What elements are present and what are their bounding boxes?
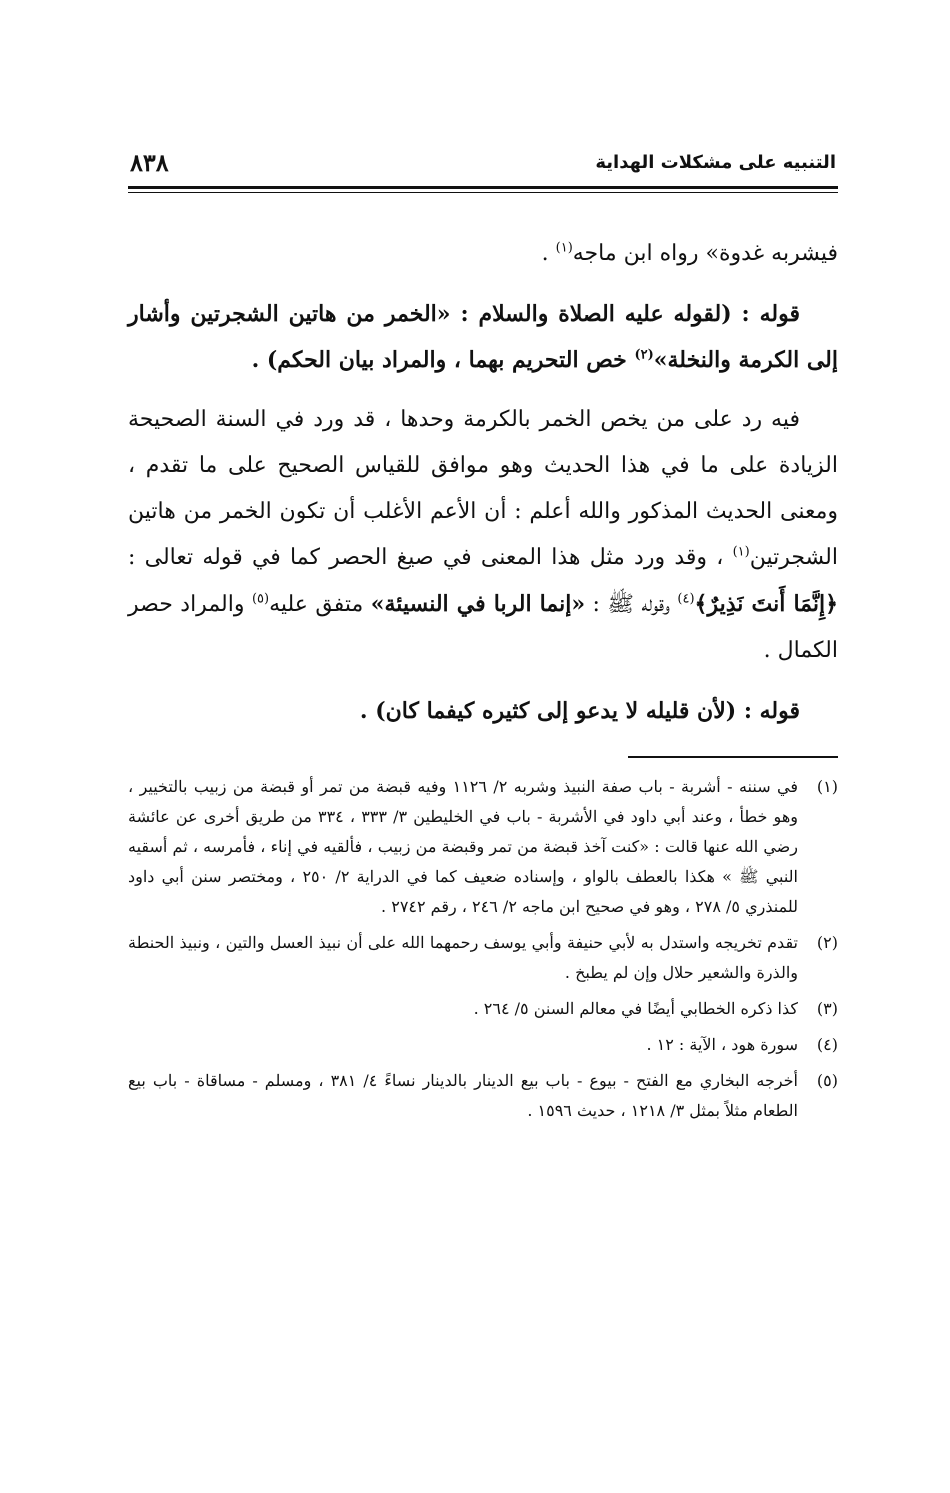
footnote-number: (٣) <box>816 999 838 1018</box>
footnote-ref: (٢) <box>634 347 654 363</box>
page-header <box>128 140 838 180</box>
quran-verse: ﴿إِنَّمَا أَنتَ نَذِيرٌ﴾ <box>694 591 839 617</box>
paragraph-4-text: قوله : (لأن قليله لا يدعو إلى كثيره كيفما كان) . <box>359 698 800 724</box>
paragraph-3-text-5: والمراد حصر الكمال . <box>128 592 838 663</box>
footnote-ref: (١) <box>732 544 750 560</box>
paragraph-3 <box>128 397 838 674</box>
footnote-ref: (١) <box>555 240 573 256</box>
paragraph-1-end: . <box>541 241 556 266</box>
footnote-4 <box>128 1030 838 1060</box>
paragraph-2 <box>128 291 838 383</box>
header-rule <box>128 186 838 193</box>
footnote-rule <box>628 756 838 758</box>
footnote-text: في سننه - أشربة - باب صفة النبيذ وشربه ٢/ ١١٢٦ وفيه قبضة من تمر أو قبضة من زبيب بالتخيير ، وهو خطأ ، وعند أبي داود في الأشربة - باب في الخليطين ٣/ ٣٣٣ ، ٣٣٤ من طريق أخرى عن عائشة رضي الله عنها قالت : «كنت آخذ قبضة من تمر وقبضة من زبيب ، فألقيه في إناء ، فأمرسه ، ثم أسقيه النبي ﷺ » هكذا بالعطف بالواو ، وإسناده ضعيف كما في الدراية ٢/ ٢٥٠ ، ومختصر سنن أبي داود للمنذري ٥/ ٢٧٨ ، وهو في صحيح ابن ماجه ٢/ ٢٤٦ ، رقم ٢٧٤٢ . <box>128 777 799 916</box>
paragraph-1 <box>128 231 838 277</box>
paragraph-2-text: قوله : (لقوله عليه الصلاة والسلام : «الخمر من هاتين الشجرتين وأشار إلى الكرمة والنخلة» <box>128 301 838 373</box>
paragraph-3-text-2: ، وقد ورد مثل هذا المعنى في صيغ الحصر كما في قوله تعالى : <box>128 545 733 570</box>
footnote-text: أخرجه البخاري مع الفتح - بيوع - باب بيع الدينار بالدينار نساءً ٤/ ٣٨١ ، ومسلم - مساقاة - باب بيع الطعام مثلاً بمثل ٣/ ١٢١٨ ، حديث ١٥٩٦ . <box>128 1071 799 1120</box>
page <box>128 140 838 1132</box>
footnote-2 <box>128 928 838 988</box>
footnote-text: سورة هود ، الآية : ١٢ . <box>646 1035 798 1054</box>
footnote-number: (٢) <box>816 933 838 952</box>
footnote-text: تقدم تخريجه واستدل به لأبي حنيفة وأبي يوسف رحمهما الله على أن نبيذ العسل والتين ، ونبيذ الحنطة والذرة والشعير حلال وإن لم يطبخ . <box>128 933 798 982</box>
paragraph-4 <box>128 688 838 734</box>
body-text <box>128 231 838 734</box>
paragraph-1-text: فيشربه غدوة» رواه ابن ماجه <box>572 241 838 266</box>
footnote-5 <box>128 1066 838 1126</box>
footnote-number: (٥) <box>816 1071 838 1090</box>
footnote-number: (١) <box>816 777 838 796</box>
paragraph-3-text-4: متفق عليه <box>269 592 371 617</box>
footnote-text: كذا ذكره الخطابي أيضًا في معالم السنن ٥/ ٢٦٤ . <box>473 999 798 1018</box>
page-number: ٨٣٨ <box>130 148 169 177</box>
footnote-ref: (٤) <box>677 591 695 607</box>
hadith-quote: «إنما الربا في النسيئة» <box>370 591 586 617</box>
footnotes <box>128 772 838 1126</box>
footnote-ref: (٥) <box>251 591 270 607</box>
paragraph-3-text: فيه رد على من يخص الخمر بالكرمة وحدها ، قد ورد في السنة الصحيحة الزيادة على ما في هذا الحديث وهو موافق للقياس الصحيح على ما تقدم ، ومعنى الحديث المذكور والله أعلم : أن الأعم الأغلب أن تكون الخمر من هاتين الشجرتين <box>128 407 838 570</box>
paragraph-2-text-2: خص التحريم بهما ، والمراد بيان الحكم) . <box>251 347 635 373</box>
running-title: التنبيه على مشكلات الهداية <box>595 152 836 173</box>
footnote-number: (٤) <box>816 1035 838 1054</box>
paragraph-3-text-3: وقوله ﷺ : <box>585 592 678 617</box>
footnote-3 <box>128 994 838 1024</box>
footnote-1 <box>128 772 838 922</box>
